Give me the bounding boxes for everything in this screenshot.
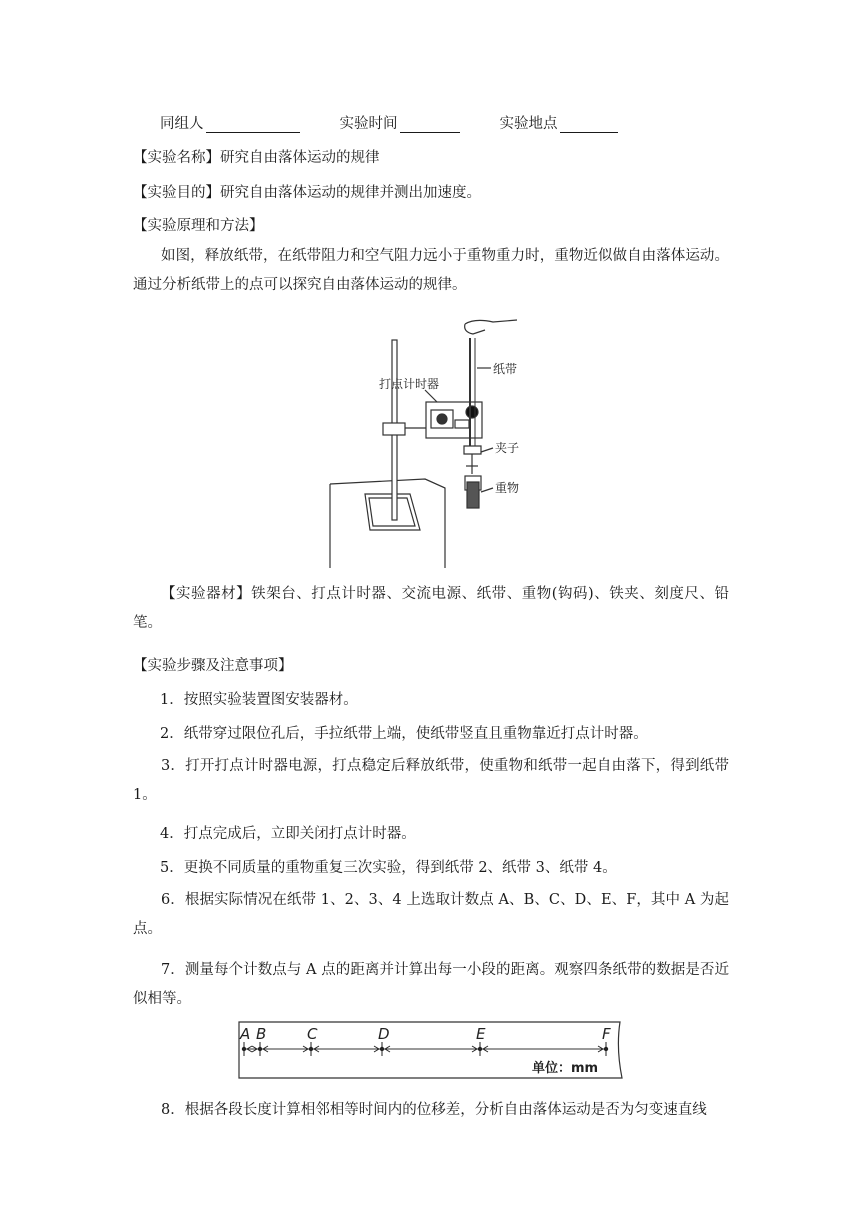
step-7: 7．测量每个计数点与 A 点的距离并计算出每一小段的距离。观察四条纸带的数据是否近似相等。: [133, 962, 729, 1007]
tape-label-E: E: [476, 1025, 486, 1043]
tape-unit: 单位：mm: [532, 1061, 599, 1076]
partner-field: [160, 112, 300, 133]
step-4: 4．打点完成后，立即关闭打点计时器。: [160, 826, 416, 842]
steps-heading: 【实验步骤及注意事项】: [133, 658, 293, 674]
step-5: 5．更换不同质量的重物重复三次实验，得到纸带 2、纸带 3、纸带 4。: [160, 860, 617, 876]
tape-label-F: F: [602, 1025, 611, 1043]
partner-blank[interactable]: [206, 118, 300, 133]
step-8: 8．根据各段长度计算相邻相等时间内的位移差，分析自由落体运动是否为匀变速直线: [161, 1102, 707, 1118]
time-blank[interactable]: [400, 118, 460, 133]
step-3: 3．打开打点计时器电源，打点稳定后释放纸带，使重物和纸带一起自由落下，得到纸带 1。: [133, 758, 729, 803]
principle-text: 如图，释放纸带，在纸带阻力和空气阻力远小于重物重力时，重物近似做自由落体运动。通过分析纸带上的点可以探究自由落体运动的规律。: [133, 248, 729, 293]
experiment-purpose: 【实验目的】研究自由落体运动的规律并测出加速度。: [133, 185, 481, 201]
materials-text: 【实验器材】铁架台、打点计时器、交流电源、纸带、重物(钩码)、铁夹、刻度尺、铅笔。: [133, 586, 729, 631]
paper-tape-figure: [236, 1018, 626, 1084]
tape-label-A: A: [240, 1025, 251, 1043]
step-1: 1．按照实验装置图安装器材。: [160, 692, 358, 708]
step-2: 2．纸带穿过限位孔后，手拉纸带上端，使纸带竖直且重物靠近打点计时器。: [160, 726, 648, 742]
place-field: [500, 112, 618, 133]
apparatus-figure: [325, 316, 525, 572]
label-weight: 重物: [495, 481, 520, 495]
step-6: 6．根据实际情况在纸带 1、2、3、4 上选取计数点 A、B、C、D、E、F，其中 A 为起点。: [133, 892, 729, 937]
tape-label-D: D: [378, 1025, 390, 1043]
time-label: 实验时间: [339, 116, 398, 132]
label-timer: 打点计时器: [379, 377, 440, 391]
header-row: [160, 112, 618, 133]
experiment-name: 【实验名称】研究自由落体运动的规律: [133, 150, 380, 166]
principle-heading: 【实验原理和方法】: [133, 218, 264, 234]
place-blank[interactable]: [560, 118, 618, 133]
place-label: 实验地点: [499, 116, 558, 132]
tape-label-C: C: [307, 1025, 318, 1043]
partner-label: 同组人: [160, 116, 204, 132]
tape-label-B: B: [256, 1025, 267, 1043]
time-field: [340, 112, 460, 133]
label-clip: 夹子: [495, 441, 520, 455]
label-tape: 纸带: [493, 362, 518, 376]
